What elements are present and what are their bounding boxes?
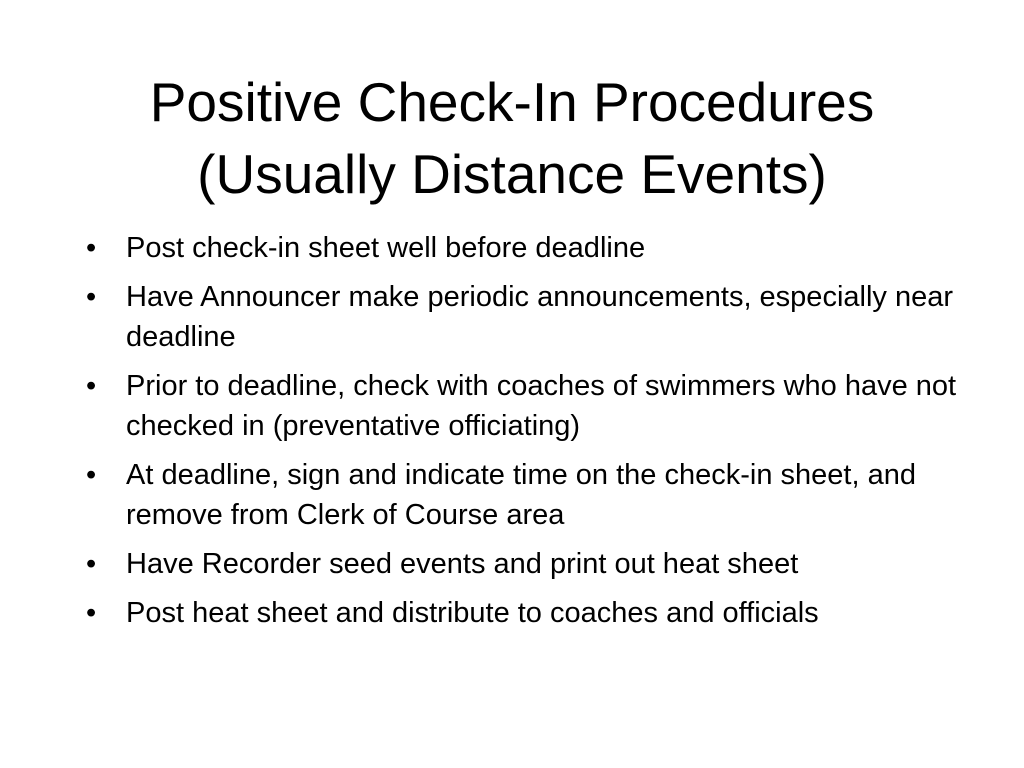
bullet-item: [84, 366, 964, 446]
bullet-text: Post check-in sheet well before deadline: [126, 232, 646, 264]
bullet-dot-icon: •: [86, 597, 97, 629]
slide-title-line-1: Positive Check-In Procedures: [149, 71, 875, 133]
bullet-dot-icon: •: [86, 281, 97, 313]
bullet-item: [84, 277, 964, 357]
bullet-text: At deadline, sign and indicate time on the check-in sheet, and remove from Clerk of Course area: [126, 459, 916, 531]
slide-title-line-2: (Usually Distance Events): [197, 143, 827, 205]
bullet-text: Post heat sheet and distribute to coaches and officials: [126, 597, 819, 629]
bullet-dot-icon: •: [86, 370, 97, 402]
bullet-dot-icon: •: [86, 459, 97, 491]
slide-title: [60, 66, 964, 210]
bullet-item: [84, 544, 964, 584]
bullet-text: Have Recorder seed events and print out heat sheet: [126, 548, 799, 580]
bullet-item: [84, 455, 964, 535]
bullet-list: [84, 228, 964, 642]
bullet-text: Have Announcer make periodic announcements, especially near deadline: [126, 281, 953, 353]
bullet-item: [84, 228, 964, 268]
bullet-text: Prior to deadline, check with coaches of swimmers who have not checked in (preventative officiating): [126, 370, 957, 442]
bullet-dot-icon: •: [86, 548, 97, 580]
bullet-dot-icon: •: [86, 232, 97, 264]
bullet-item: [84, 593, 964, 633]
